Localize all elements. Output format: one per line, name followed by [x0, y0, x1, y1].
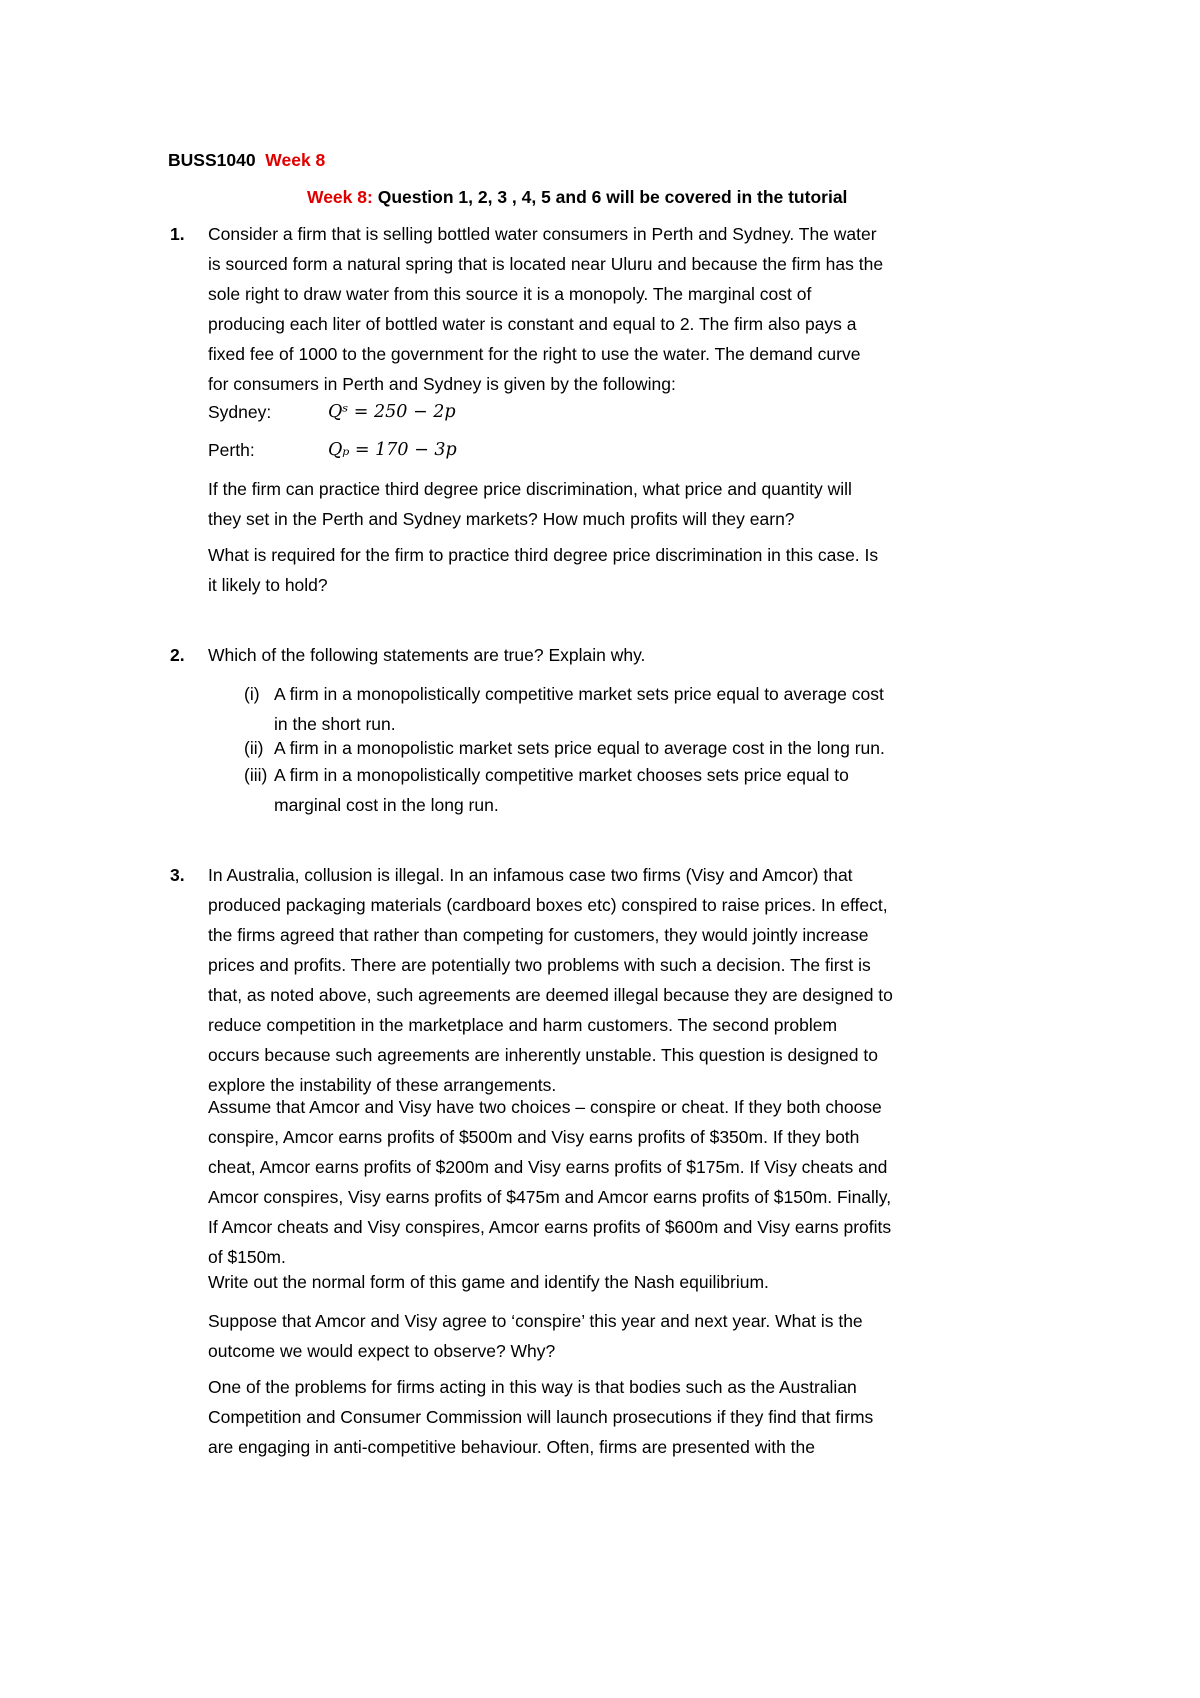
- q1-line: is sourced form a natural spring that is located near Uluru and because the firm has the: [208, 254, 884, 274]
- q2-item-line: marginal cost in the long run.: [274, 795, 499, 815]
- q2-item-ii: [274, 733, 885, 763]
- q3-para5-line: Competition and Consumer Commission will launch prosecutions if they find that firms: [208, 1407, 874, 1427]
- q3-para4-line: Suppose that Amcor and Visy agree to ‘conspire’ this year and next year. What is the: [208, 1311, 863, 1331]
- q3-para2-line: If Amcor cheats and Visy conspires, Amcor earns profits of $600m and Visy earns profits: [208, 1217, 892, 1237]
- tutorial-week-prefix: Week 8:: [307, 187, 373, 207]
- week-label: Week 8: [265, 150, 326, 170]
- equation-sydney-label: Sydney:: [208, 402, 272, 422]
- question-2-intro: Which of the following statements are true? Explain why.: [208, 645, 646, 665]
- q2-item-i-number: (i): [244, 684, 260, 704]
- q3-para1-line: the firms agreed that rather than competing for customers, they would jointly increase: [208, 925, 869, 945]
- q3-para1-line: that, as noted above, such agreements are deemed illegal because they are designed to: [208, 985, 893, 1005]
- q1-line: for consumers in Perth and Sydney is given by the following:: [208, 374, 676, 394]
- q1-line: sole right to draw water from this source it is a monopoly. The marginal cost of: [208, 284, 812, 304]
- q3-para3-line: Write out the normal form of this game and identify the Nash equilibrium.: [208, 1272, 769, 1292]
- q3-para5-line: One of the problems for firms acting in this way is that bodies such as the Australian: [208, 1377, 857, 1397]
- q2-item-ii-number: (ii): [244, 738, 264, 758]
- equation-perth-formula: Qₚ = 170 − 3p: [328, 440, 457, 460]
- q1-line: fixed fee of 1000 to the government for the right to use the water. The demand curve: [208, 344, 861, 364]
- tutorial-note: [307, 182, 847, 212]
- question-1-body: [208, 219, 883, 399]
- q3-para1-line: reduce competition in the marketplace and harm customers. The second problem: [208, 1015, 838, 1035]
- q2-item-line: A firm in a monopolistically competitive market chooses sets price equal to: [274, 765, 849, 785]
- equation-perth-label: Perth:: [208, 440, 255, 460]
- q3-para1-line: prices and profits. There are potentially two problems with such a decision. The first is: [208, 955, 871, 975]
- q3-para1-line: occurs because such agreements are inherently unstable. This question is designed to: [208, 1045, 878, 1065]
- q1-para3-line: it likely to hold?: [208, 575, 328, 595]
- question-1-paragraph-3: [208, 540, 878, 600]
- question-1-number: 1.: [170, 224, 185, 244]
- question-3-paragraph-2: [208, 1092, 891, 1272]
- q1-line: Consider a firm that is selling bottled water consumers in Perth and Sydney. The water: [208, 224, 877, 244]
- q1-para3-line: What is required for the firm to practice third degree price discrimination in this case. Is: [208, 545, 879, 565]
- q3-para2-line: Amcor conspires, Visy earns profits of $475m and Amcor earns profits of $150m. Finally,: [208, 1187, 892, 1207]
- q3-para4-line: outcome we would expect to observe? Why?: [208, 1341, 556, 1361]
- q1-line: producing each liter of bottled water is constant and equal to 2. The firm also pays a: [208, 314, 857, 334]
- q2-item-line: A firm in a monopolistically competitive market sets price equal to average cost: [274, 684, 884, 704]
- tutorial-note-text: Question 1, 2, 3 , 4, 5 and 6 will be covered in the tutorial: [377, 187, 848, 207]
- q3-para2-line: conspire, Amcor earns profits of $500m and Visy earns profits of $350m. If they both: [208, 1127, 860, 1147]
- q3-para2-line: Assume that Amcor and Visy have two choices – conspire or cheat. If they both choose: [208, 1097, 882, 1117]
- q3-para1-line: In Australia, collusion is illegal. In an infamous case two firms (Visy and Amcor) that: [208, 865, 853, 885]
- q1-para2-line: they set in the Perth and Sydney markets? How much profits will they earn?: [208, 509, 795, 529]
- q2-item-iii: [274, 760, 849, 820]
- question-3-paragraph-5: [208, 1372, 873, 1462]
- q2-item-iii-number: (iii): [244, 765, 268, 785]
- q3-para1-line: produced packaging materials (cardboard boxes etc) conspired to raise prices. In effect,: [208, 895, 888, 915]
- q3-para1-line: explore the instability of these arrangements.: [208, 1075, 557, 1095]
- q3-para2-line: cheat, Amcor earns profits of $200m and Visy earns profits of $175m. If Visy cheats and: [208, 1157, 888, 1177]
- question-2-number: 2.: [170, 645, 185, 665]
- q2-item-line: A firm in a monopolistic market sets price equal to average cost in the long run.: [274, 738, 885, 758]
- q2-item-line: in the short run.: [274, 714, 396, 734]
- q1-para2-line: If the firm can practice third degree price discrimination, what price and quantity will: [208, 479, 852, 499]
- page-header: [168, 145, 325, 175]
- question-3-paragraph-4: [208, 1306, 863, 1366]
- question-3-number: 3.: [170, 865, 185, 885]
- question-1-paragraph-2: [208, 474, 852, 534]
- question-3-paragraph-3: [208, 1267, 769, 1297]
- question-3-paragraph-1: [208, 860, 893, 1100]
- equation-sydney-formula: Qˢ = 250 − 2p: [328, 402, 456, 422]
- q3-para5-line: are engaging in anti-competitive behaviour. Often, firms are presented with the: [208, 1437, 816, 1457]
- q3-para2-line: of $150m.: [208, 1247, 286, 1267]
- q2-item-i: [274, 679, 884, 739]
- course-code: BUSS1040: [168, 150, 256, 170]
